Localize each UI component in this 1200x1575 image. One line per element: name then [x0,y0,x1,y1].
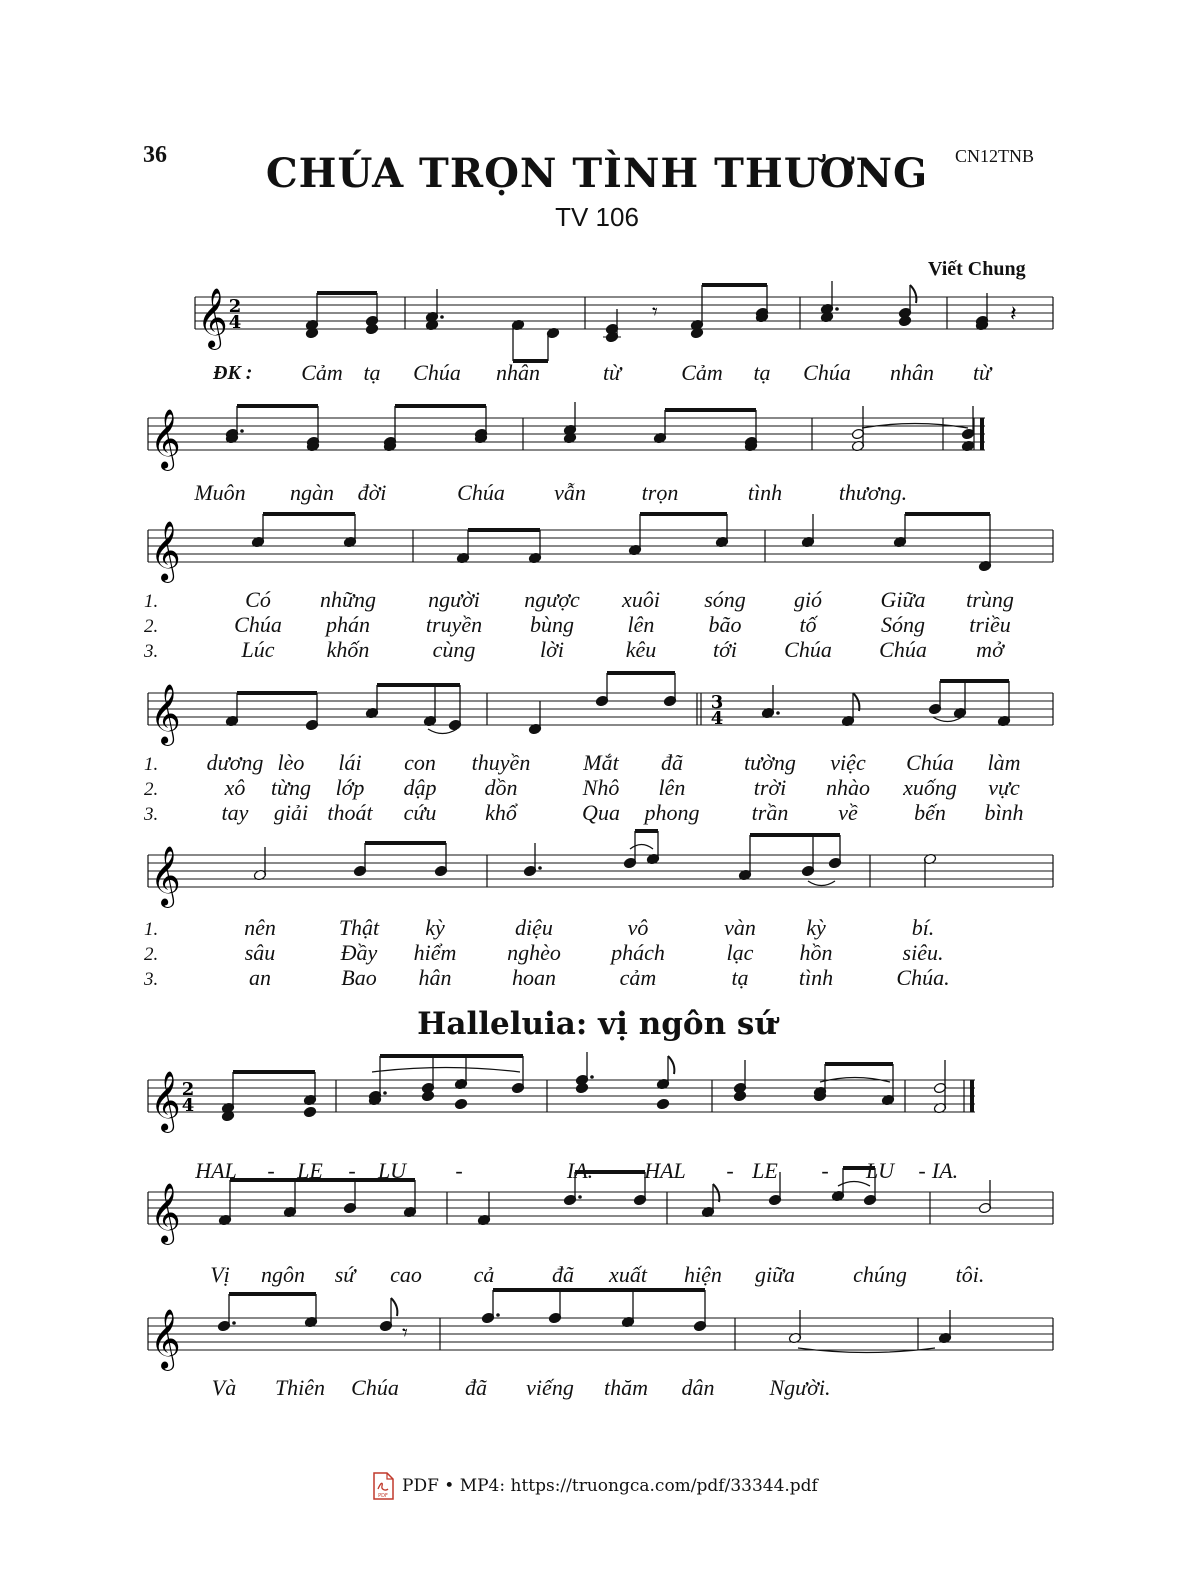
lyric-word: ngược [524,587,580,612]
lyric-word: tố [799,612,817,637]
lyric-word: thăm [604,1375,648,1400]
lyric-word: việc [830,750,866,775]
note-flag [668,1056,674,1074]
lyric-word: truyền [425,612,483,637]
verse-2-lyrics-2 [0,775,1200,803]
lyric-word: Thật [338,915,380,940]
lyric-word: bão [708,612,742,637]
lyric-word: tình [747,480,783,505]
pdf-icon-label: PDF [378,1493,388,1499]
refrain-lyrics-2 [0,480,1200,508]
lyric-word: con [404,750,436,775]
lyric-word: người [428,587,480,612]
lyric-word: HAL [644,1158,686,1183]
lyric-word: IA. [931,1158,959,1183]
lyric-word: khốn [326,637,370,662]
lyric-word: hân [418,965,452,990]
lyric-word: Chúa [906,750,954,775]
note-head [303,1106,316,1118]
song-code: CN12TNB [955,146,1035,166]
lyric-word: xuống [903,775,957,800]
quarter-rest: 𝄽 [1010,302,1017,327]
note-head [365,323,378,335]
lyric-word: - [267,1158,275,1183]
lyric-word: giữa [754,1262,796,1287]
lyric-word: Cảm [681,360,723,385]
lyric-word: LE [752,1158,778,1183]
lyric-word: hiện [684,1262,722,1287]
lyric-word: Và [211,1375,237,1400]
footer-link[interactable] [372,1472,818,1500]
verse-1-lyrics-2 [0,750,1200,778]
lyric-word: bùng [530,612,574,637]
lyric-word: Chúa. [896,965,950,990]
lyric-word: đã [661,750,683,775]
lyric-word: Vị [210,1262,230,1287]
lyric-word: Chúa [234,612,282,637]
lyric-word: thoát [327,800,373,825]
note-head [656,1098,669,1110]
lyric-word: gió [793,587,823,612]
lyric-word: lời [540,637,564,662]
lyric-word: Nhô [582,775,620,800]
verse-2-lyrics-3 [0,940,1200,968]
augmentation-dot [835,307,839,311]
song-subtitle: TV 106 [555,202,639,232]
verse-3-lyrics-3 [0,965,1200,993]
augmentation-dot [496,1313,500,1317]
verse-number: 1. [144,919,159,940]
lyric-word: - [455,1158,463,1183]
lyric-word: lên [627,612,655,637]
lyric-word: lớp [335,775,365,800]
lyric-word: từ [602,360,622,385]
treble-clef: 𝄞 [150,1183,181,1243]
lyric-word: cả [473,1262,495,1287]
note-flag [713,1184,719,1202]
alleluia-title: Halleluia: vị ngôn sứ [417,1006,777,1042]
lyric-word: tôi. [955,1262,985,1287]
lyric-word: thương. [838,480,908,505]
lyric-word: Chúa [351,1375,399,1400]
lyric-word: - [348,1158,356,1183]
lyric-word: lạc [726,940,754,965]
lyric-word: Mắt [583,750,619,775]
lyric-word: tới [713,637,737,662]
lyric-word: trần [751,800,789,825]
lyric-word: Người. [769,1375,831,1400]
eighth-rest: 𝄾 [652,300,658,325]
lyric-word: vẫn [554,480,586,505]
treble-clef: 𝄞 [197,288,228,348]
lyric-word: từ [972,360,992,385]
lyric-word: xuôi [622,587,660,612]
lyric-word: phách [611,940,665,965]
eighth-rest: 𝄾 [402,1321,408,1346]
lyric-word: ngôn [261,1262,305,1287]
page-number: 36 [143,142,167,168]
note-head [733,1090,746,1102]
treble-clef: 𝄞 [150,409,181,469]
verse-number: 2. [144,616,159,637]
lyric-word: xô [224,775,246,800]
lyric-word: Sóng [881,612,925,637]
lyric-word: Bao [341,965,377,990]
lyric-word: Thiên [274,1375,326,1400]
lyric-word: tường [744,750,796,775]
lyric-word: tạ [363,360,381,385]
lyric-word: nhân [890,360,934,385]
composer: Viết Chung [928,258,1026,280]
note-flag [853,693,859,711]
refrain-lyrics-1 [0,360,1200,388]
lyric-word: khổ [485,800,517,825]
verse-number: 1. [144,754,159,775]
lyric-word: Muôn [194,480,246,505]
song-title: CHÚA TRỌN TÌNH THƯƠNG [265,150,929,197]
treble-clef: 𝄞 [150,684,181,744]
lyric-word: nhào [826,775,870,800]
lyric-word: HAL [195,1158,237,1183]
lyric-word: cảm [619,965,657,990]
augmentation-dot [232,1321,236,1325]
lyric-word: nên [244,915,276,940]
tie [372,1068,520,1073]
refrain-label: ĐK : [213,362,253,384]
lyric-word: bến [914,800,946,825]
lyric-word: lái [338,750,362,775]
lyric-word: lên [658,775,686,800]
note-head [421,1090,434,1102]
time-signature-top: 2 [181,1079,195,1100]
lyric-word: vực [988,775,1020,800]
augmentation-dot [776,711,780,715]
time-signature-bottom: 4 [228,312,242,333]
tie [808,881,835,886]
lyric-word: dương [206,750,264,775]
augmentation-dot [240,429,244,433]
lyric-word: - [726,1158,734,1183]
verse-3-lyrics-2 [0,800,1200,828]
lyric-word: từng [270,775,312,800]
lyric-word: kỳ [425,915,445,940]
note-head [575,1082,588,1094]
treble-clef: 𝄞 [150,521,181,581]
lyric-word: sứ [334,1262,356,1287]
alleluia-lyrics-2 [0,1262,1200,1290]
lyric-word: vô [627,915,649,940]
lyric-word: diệu [515,915,553,940]
verse-2-lyrics-1 [0,612,1200,640]
lyric-word: thuyền [471,750,531,775]
verse-number: 3. [144,804,159,825]
lyric-word: phong [644,800,700,825]
lyric-word: đời [357,480,387,505]
lyric-word: an [249,965,271,990]
lyric-word: dập [403,775,437,800]
lyric-word: bí. [911,915,935,940]
lyric-word: viếng [526,1375,574,1400]
augmentation-dot [590,1075,594,1079]
time-signature-bottom: 4 [710,708,724,729]
verse-1-lyrics-3 [0,915,1200,943]
lyric-word: siêu. [902,940,944,965]
verse-number: 1. [144,591,159,612]
lyric-word: hiểm [413,940,457,965]
lyric-word: cao [390,1262,422,1287]
lyric-word: tạ [731,965,749,990]
lyric-word: Đầy [340,940,378,965]
lyric-word: IA. [566,1158,594,1183]
time-signature-top: 2 [228,296,242,317]
lyric-word: Chúa [413,360,461,385]
lyric-word: về [838,800,858,825]
lyric-word: dồn [484,775,518,800]
augmentation-dot [440,315,444,319]
alleluia-lyrics-3 [0,1375,1200,1403]
lyric-word: Lúc [241,637,275,662]
lyric-word: mở [976,637,1004,662]
lyric-word: nghèo [507,940,561,965]
lyric-word: vàn [724,915,756,940]
verse-1-lyrics-1 [0,587,1200,615]
tie [630,845,653,850]
treble-clef: 𝄞 [150,846,181,906]
augmentation-dot [383,1091,387,1095]
lyric-word: đã [552,1262,574,1287]
treble-clef: 𝄞 [150,1071,181,1131]
lyric-word: - [821,1158,829,1183]
pdf-file-icon [372,1472,394,1500]
verse-number: 2. [144,779,159,800]
lyric-word: Có [245,587,271,612]
lyric-word: lèo [277,750,305,775]
footer-text: PDF • MP4: https://truongca.com/pdf/33344.pdf [402,1476,818,1496]
lyric-word: tình [798,965,834,990]
verse-number: 2. [144,944,159,965]
lyric-word: cùng [432,637,476,662]
lyric-word: kỳ [806,915,826,940]
lyric-word: triều [969,612,1011,637]
lyric-word: hoan [512,965,556,990]
lyric-word: Chúa [457,480,505,505]
lyric-word: chúng [853,1262,907,1287]
lyric-word: Giữa [880,587,926,612]
lyric-word: làm [987,750,1021,775]
note-head [454,1098,467,1110]
alleluia-lyrics-1 [0,1158,1200,1186]
lyric-word: trọn [641,480,679,505]
lyric-word: Chúa [784,637,832,662]
lyric-word: ngàn [290,480,334,505]
lyric-word: đã [465,1375,487,1400]
lyric-word: LE [297,1158,323,1183]
note-flag [910,285,916,303]
lyric-word: giải [273,800,309,825]
lyric-word: LU [377,1158,407,1183]
lyric-word: phán [326,612,370,637]
time-signature-bottom: 4 [181,1095,195,1116]
note-flag [391,1298,397,1316]
lyric-word: sóng [704,587,746,612]
lyric-word: tay [221,800,249,825]
verse-number: 3. [144,641,159,662]
time-signature-top: 3 [710,692,724,713]
augmentation-dot [578,1195,582,1199]
lyric-word: xuất [609,1262,647,1287]
lyric-word: hồn [799,940,833,965]
treble-clef: 𝄞 [150,1309,181,1369]
note-head [898,315,911,327]
lyric-word: bình [984,800,1024,825]
lyric-word: kêu [625,637,657,662]
lyric-word: - [918,1158,926,1183]
augmentation-dot [538,866,542,870]
lyric-word: cứu [403,800,437,825]
lyric-word: Chúa [803,360,851,385]
lyric-word: trời [753,775,787,800]
lyric-word: dân [681,1375,715,1400]
verse-number: 3. [144,969,159,990]
verse-3-lyrics-1 [0,637,1200,665]
lyric-word: Cảm [301,360,343,385]
lyric-word: những [320,587,376,612]
lyric-word: LU [865,1158,895,1183]
lyric-word: Qua [582,800,620,825]
lyric-word: nhân [496,360,540,385]
lyric-word: sâu [244,940,276,965]
lyric-word: Chúa [879,637,927,662]
lyric-word: trùng [966,587,1014,612]
lyric-word: tạ [753,360,771,385]
